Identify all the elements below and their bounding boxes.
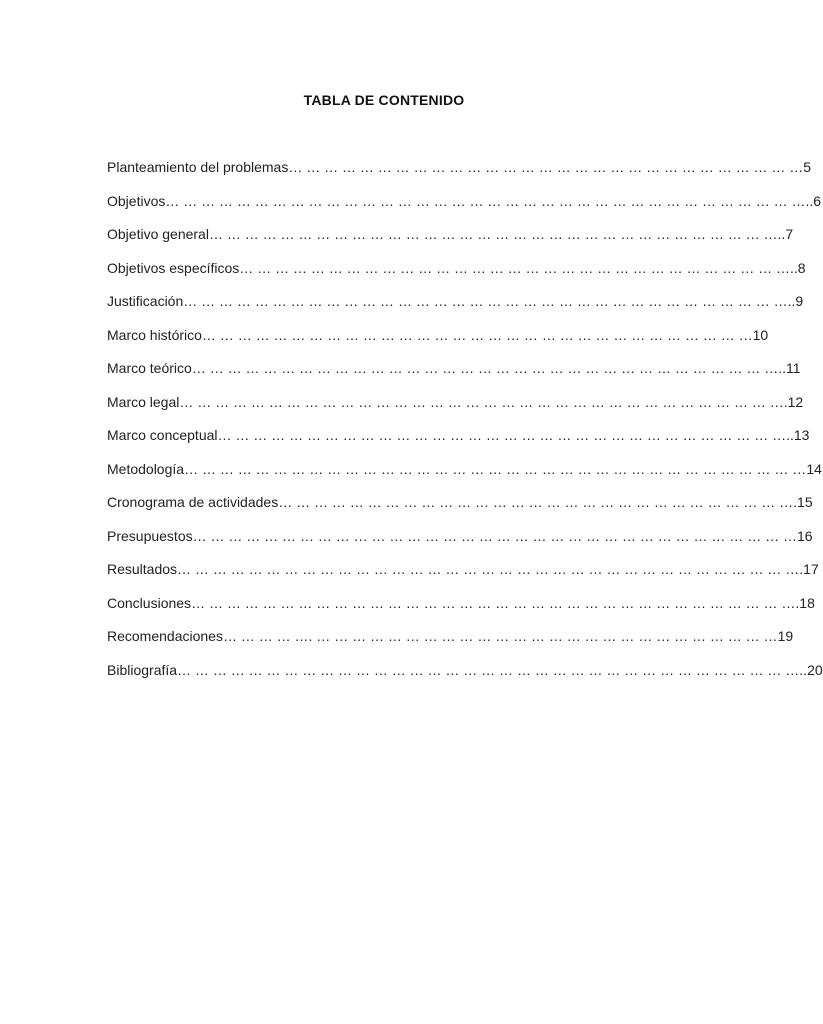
toc-entry-label: Metodología [107,460,185,477]
toc-entry-page: .12 [783,393,804,410]
toc-entry [107,626,794,660]
toc-entry [107,191,822,225]
toc-entry-label: Resultados [107,561,178,577]
toc-entry-label: Justificación [107,293,184,309]
toc-entry [107,559,819,593]
toc-entry-leader: … … … … … … … … … … … … … … … … … … … … … … … … … … … … … … … … … … … …. [165,192,810,209]
toc-entry [107,224,794,258]
toc-entry [107,526,813,560]
toc-entry-page: 10 [752,326,769,343]
toc-entry [107,459,822,493]
toc-entry [107,660,823,694]
toc-entry-page: 5 [803,159,812,175]
toc-entry-leader: … … … … … … … … … … … … … … … … … … … … … … … … … … … … … … … … … … [183,293,788,309]
toc-entry-page: .17 [799,561,819,577]
toc-entry-page: .15 [793,494,813,510]
toc-entry-leader: … … … … … … … … … … … … … … … … … … … … … … … … … … … … … … … … … … [192,527,797,544]
toc-entry-leader: … … … … …. … … … … … … … … … … … … … … … … … … … … … … … … … … [222,628,778,644]
toc-entry-page: ..7 [777,226,794,242]
toc-entry-leader: … … … … … … … … … … … … … … … … … … … … … … … … … … … … … [288,159,804,175]
toc-entry-label: Marco legal [107,393,180,410]
toc-entry-label: Conclusiones [107,594,192,611]
toc-entry-page: 19 [777,628,794,644]
toc-entry-leader: … … … … … … … … … … … … … … … … … … … … … … … … … … … … … … … [239,259,790,276]
toc-entry-label: Presupuestos [107,527,193,544]
toc-entry-page: .6 [809,192,822,209]
toc-entry-leader: … … … … … … … … … … … … … … … … … … … … … … … … … … … … … [278,494,794,510]
toc-entry-leader: … … … … … … … … … … … … … … … … … … … … … … … … … … … … … … … … … … … [184,460,807,477]
toc-entry-page: ..13 [786,427,810,443]
toc-entry-label: Bibliografía [107,661,178,678]
toc-entry [107,425,810,459]
toc-entry-leader: … … … … … … … … … … … … … … … … … … … … … … … … … … … … … … … … … … [191,594,796,611]
toc-entry [107,291,804,325]
toc-entry [107,325,769,359]
toc-entry [107,492,813,526]
toc-entry [107,157,812,191]
toc-entry-page: ..8 [790,259,806,276]
toc-entry-page: ..9 [787,293,804,309]
toc-entry-label: Marco histórico [107,326,202,343]
toc-entry-leader: … … … … … … … … … … … … … … … … … … … … … … … … … … … … … … … … [217,427,787,443]
toc-entry-label: Objetivos específicos [107,259,240,276]
toc-entry-leader: … … … … … … … … … … … … … … … … … … … … … … … … … … … … … … … … [208,226,778,242]
toc-entry-leader: … … … … … … … … … … … … … … … … … … … … … … … … … … … … … … … … … … … [177,661,800,678]
toc-entry [107,258,806,292]
toc-entry-label: Marco conceptual [107,427,218,443]
toc-entry-page: ..11 [778,360,801,376]
toc-entry-leader: … … … … … … … … … … … … … … … … … … … … … … … … … … … … … … … [201,326,753,343]
toc-entry [107,593,815,627]
toc-entry-page: 14 [806,460,822,477]
page-title: TABLA DE CONTENIDO [303,92,465,108]
toc-entry-leader: … … … … … … … … … … … … … … … … … … … … … … … … … … … … … … … … … … … [177,561,800,577]
toc-entry-leader: … … … … … … … … … … … … … … … … … … … … … … … … … … … … … … … … … … [179,393,784,410]
toc-entry-leader: … … … … … … … … … … … … … … … … … … … … … … … … … … … … … … … … … [191,360,779,376]
toc-entry-page: ..20 [799,661,823,678]
toc-entry-label: Planteamiento del problemas [107,159,289,175]
toc-entry-page: .18 [795,594,815,611]
toc-entry-label: Marco teórico [107,360,192,376]
toc-entry-page: 16 [796,527,813,544]
toc-entry-label: Objetivos [107,192,166,209]
table-of-contents [107,157,823,693]
toc-entry [107,358,801,392]
toc-entry [107,392,804,426]
toc-entry-label: Objetivo general [107,226,209,242]
toc-entry-label: Cronograma de actividades [107,494,279,510]
toc-entry-label: Recomendaciones [107,628,223,644]
